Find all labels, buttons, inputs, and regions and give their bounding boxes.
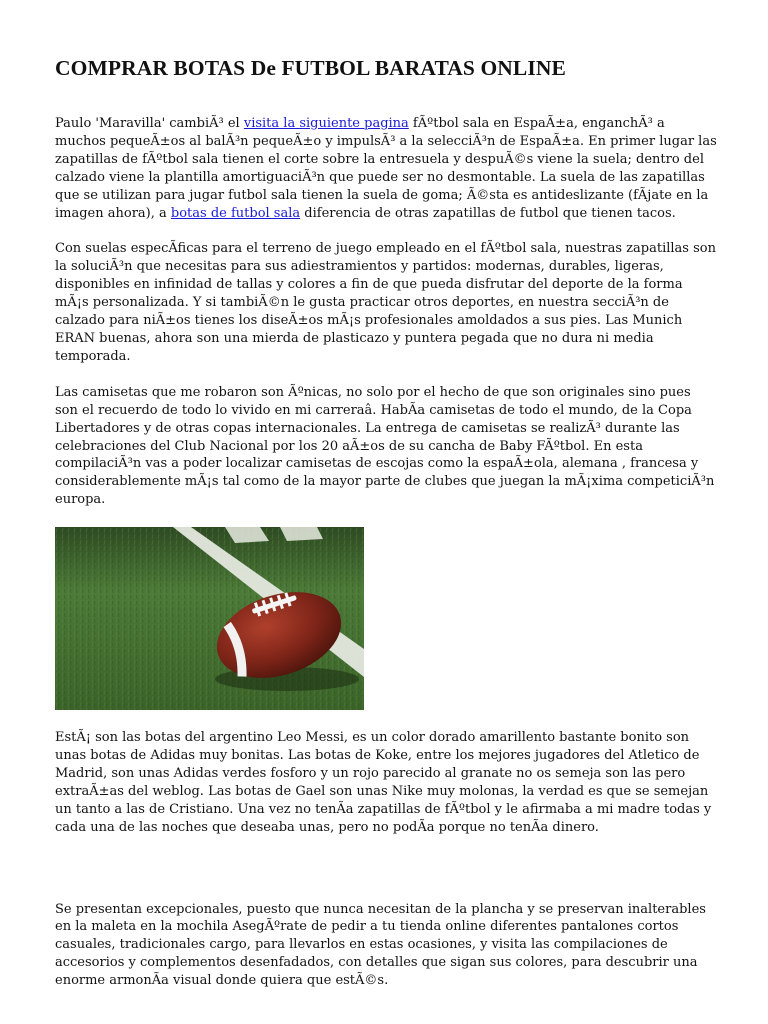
football-photo <box>55 527 364 710</box>
paragraph-5: Se presentan excepcionales, puesto que nunca necesitan de la plancha y se preservan inalterables en la maleta en la mochila AsegÃºrate de pedir a tu tienda online diferentes pantalones cortos casuales, tradicionales cargo, para llevarlos en estas ocasiones, y visita las compilaciones de accesorios y complementos desenfadados, con detalles que sigan sus colores, para descubrir una enorme armonÃa visual donde quiera que estÃ©s. <box>55 901 706 989</box>
link-botas-futbol-sala[interactable]: botas de futbol sala <box>170 205 301 221</box>
page-title: COMPRAR BOTAS De FUTBOL BARATAS ONLINE <box>55 56 566 80</box>
paragraph-1-text-b: fÃºtbol sala en EspaÃ±a, enganchÃ³ a muchos pequeÃ±os al balÃ³n pequeÃ±o y impulsÃ³ a la selecciÃ³n de EspaÃ±a. En primer lugar las zapatillas de fÃºtbol sala tienen el corte sobre la entresuela y despuÃ©s viene la suela; dentro del calzado viene la plantilla amortiguaciÃ³n que puede ser no desmontable. La suela de las zapatillas que se utilizan para jugar futbol sala tienen la suela de goma; Ã©sta es antideslizante (fÃjate en la imagen ahora), a <box>55 116 717 221</box>
article <box>55 54 717 1008</box>
link-siguiente-pagina[interactable]: visita la siguiente pagina <box>243 116 409 131</box>
paragraph-4: EstÃ¡ son las botas del argentino Leo Messi, es un color dorado amarillento bastante bonito son unas botas de Adidas muy bonitas. Las botas de Koke, entre los mejores jugadores del Atletico de Madrid, son unas Adidas verdes fosforo y un rojo parecido al granate no os semeja son las pero extraÃ±as del weblog. Las botas de Gael son unas Nike muy molonas, la verdad es que se semejan un tanto a las de Cristiano. Una vez no tenÃa zapatillas de fÃºtbol y le afirmaba a mi madre todas y cada una de las noches que deseaba unas, pero no podÃa porque no tenÃa dinero. <box>55 730 712 835</box>
paragraph-3: Las camisetas que me robaron son Ãºnicas, no solo por el hecho de que son originales sino pues son el recuerdo de todo lo vivido en mi carreraâ. HabÃa camisetas de todo el mundo, de la Copa Libertadores y de otras copas internacionales. La entrega de camisetas se realizÃ³ durante las celebraciones del Club Nacional por los 20 aÃ±os de su cancha de Baby FÃºtbol. En esta compilaciÃ³n vas a poder localizar camisetas de escojas como la espaÃ±ola, alemana , francesa y considerablemente mÃ¡s tal como de la mayor parte de clubes que juegan la mÃ¡xima competiciÃ³n europa. <box>55 384 715 508</box>
spacer <box>55 855 717 901</box>
paragraph-1-text-a: Paulo 'Maravilla' cambiÃ³ el <box>55 116 244 131</box>
paragraph-2: Con suelas especÃficas para el terreno de juego empleado en el fÃºtbol sala, nuestras zapatillas son la soluciÃ³n que necesitas para sus adiestramientos y partidos: modernas, durables, ligeras, disponibles en infinidad de tallas y colores a fin de que pueda disfrutar del deporte de la forma mÃ¡s personalizada. Y si tambiÃ©n le gusta practicar otros deportes, en nuestra secciÃ³n de calzado para niÃ±os tienes los diseÃ±os mÃ¡s profesionales amoldados a sus pies. Las Munich ERAN buenas, ahora son una mierda de plasticazo y puntera pegada que no dura ni media temporada. <box>55 241 716 364</box>
paragraph-1-text-c: diferencia de otras zapatillas de futbol que tienen tacos. <box>300 205 676 221</box>
paragraph-1 <box>55 115 717 222</box>
